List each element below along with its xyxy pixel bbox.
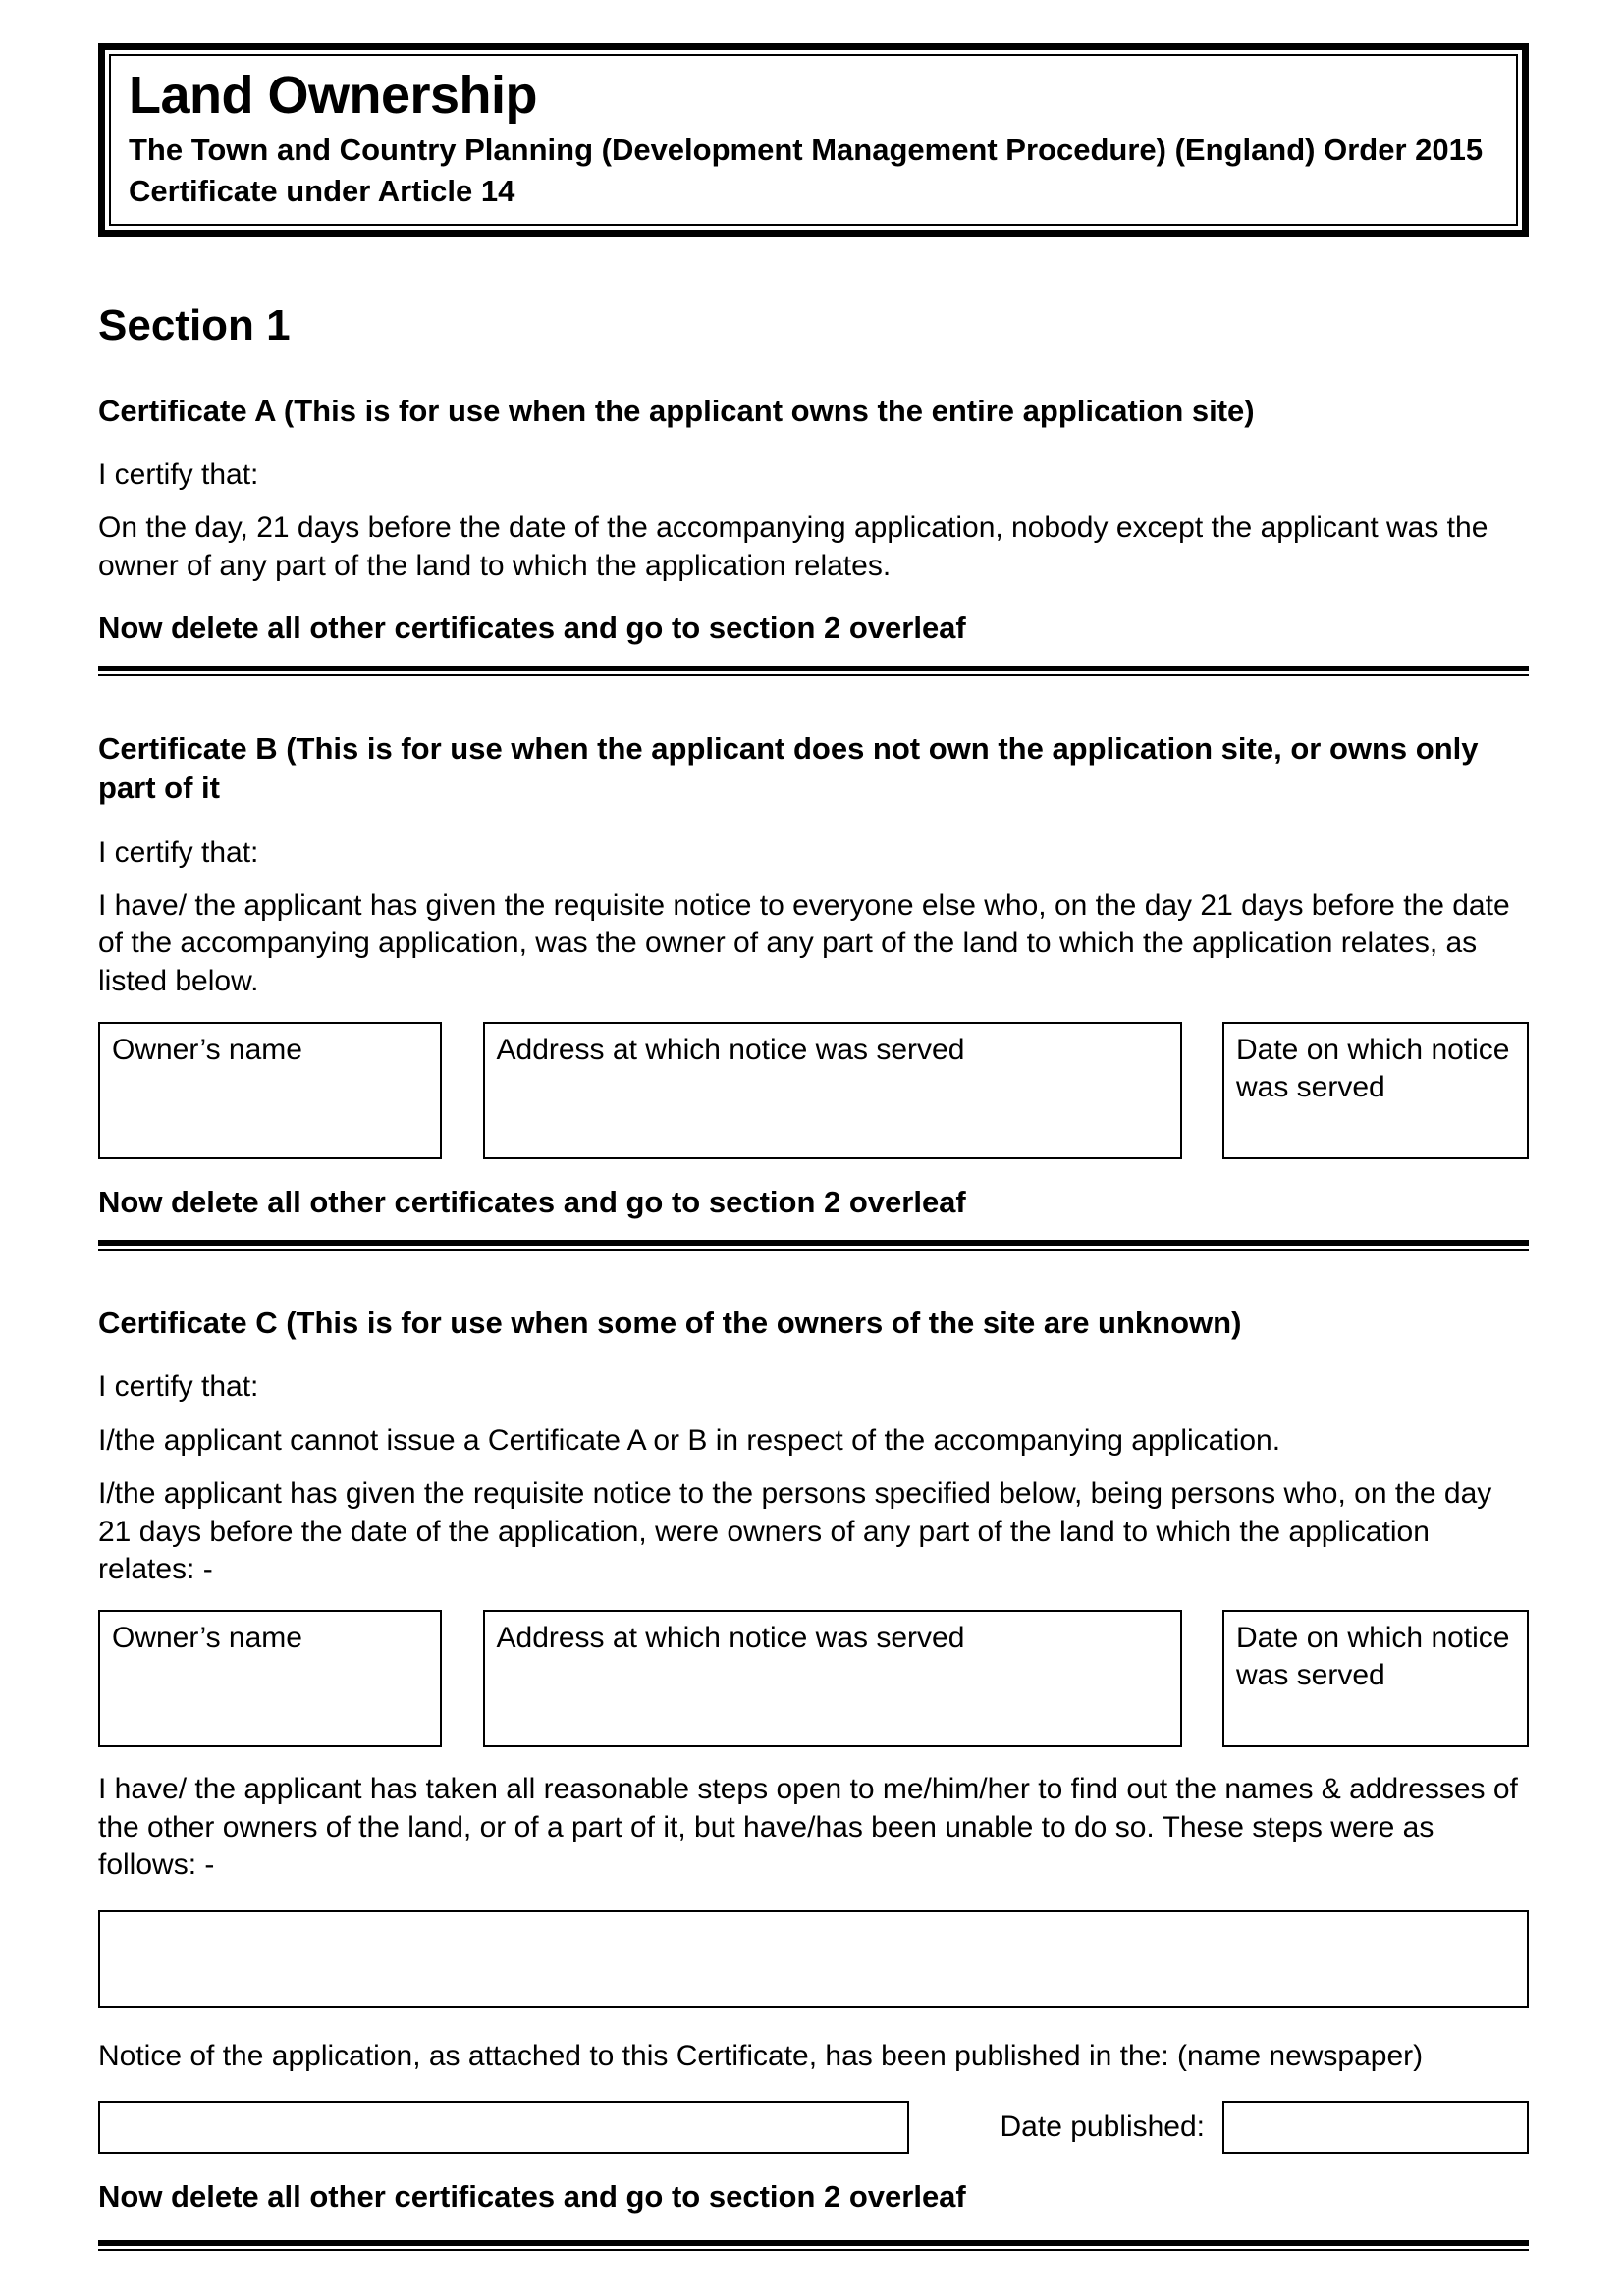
form-subtitle: The Town and Country Planning (Development Management Procedure) (England) Order 2015	[129, 133, 1484, 168]
owner-name-label: Owner’s name	[112, 1034, 302, 1067]
address-served-field[interactable]	[483, 1610, 1182, 1747]
section-divider	[98, 2240, 1529, 2251]
steps-taken-field[interactable]	[98, 1910, 1529, 2008]
address-served-field[interactable]	[483, 1022, 1182, 1159]
date-served-field[interactable]	[1222, 1610, 1529, 1747]
certificate-a-heading: Certificate A (This is for use when the applicant owns the entire application site)	[98, 393, 1255, 428]
certificate-b-certify-label: I certify that:	[98, 835, 259, 869]
date-served-label: Date on which notice was served	[1236, 1034, 1510, 1103]
owner-name-field[interactable]	[98, 1022, 442, 1159]
certificate-a-body: On the day, 21 days before the date of the accompanying application, nobody except the applicant was the owner of any part of the land to which the application relates.	[98, 511, 1488, 582]
date-published-label: Date published:	[1000, 2110, 1205, 2143]
certificate-b-delete-instruction: Now delete all other certificates and go to section 2 overleaf	[98, 1185, 966, 1220]
certificate-c-body-1: I/the applicant cannot issue a Certificate A or B in respect of the accompanying application.	[98, 1423, 1281, 1457]
certificate-a-certify-label: I certify that:	[98, 457, 259, 491]
certificate-b-notice-table	[98, 1022, 1529, 1159]
certificate-c-body-2: I/the applicant has given the requisite notice to the persons specified below, being persons who, on the day 21 days before the date of the application, were owners of any part of the land to which the application relates: -	[98, 1477, 1492, 1586]
form-title: Land Ownership	[129, 66, 538, 125]
date-served-field[interactable]	[1222, 1022, 1529, 1159]
form-article: Certificate under Article 14	[129, 173, 515, 208]
certificate-c-heading: Certificate C (This is for use when some of the owners of the site are unknown)	[98, 1306, 1242, 1341]
address-served-label: Address at which notice was served	[496, 1622, 965, 1655]
newspaper-statement: Notice of the application, as attached to this Certificate, has been published in the: (name newspaper)	[98, 2039, 1424, 2072]
certificate-c-delete-instruction: Now delete all other certificates and go to section 2 overleaf	[98, 2179, 966, 2214]
address-served-label: Address at which notice was served	[496, 1034, 965, 1067]
publish-row	[98, 2101, 1529, 2154]
certificate-b-body: I have/ the applicant has given the requisite notice to everyone else who, on the day 21 days before the date of the accompanying application, was the owner of any part of the land to which the application relates, as listed below.	[98, 889, 1510, 997]
date-served-label: Date on which notice was served	[1236, 1622, 1510, 1691]
header-box-inner	[109, 54, 1518, 226]
certificate-c-steps-text: I have/ the applicant has taken all reasonable steps open to me/him/her to find out the names & addresses of the other owners of the land, or of a part of it, but have/has been unable to do so. These steps were as follows: -	[98, 1773, 1518, 1882]
section-divider	[98, 1240, 1529, 1251]
date-published-field[interactable]	[1222, 2101, 1529, 2154]
owner-name-label: Owner’s name	[112, 1622, 302, 1655]
certificate-c-notice-table	[98, 1610, 1529, 1747]
certificate-c-certify-label: I certify that:	[98, 1370, 259, 1404]
section-title: Section 1	[98, 300, 291, 349]
header-box	[98, 43, 1529, 237]
owner-name-field[interactable]	[98, 1610, 442, 1747]
newspaper-name-field[interactable]	[98, 2101, 909, 2154]
certificate-a-delete-instruction: Now delete all other certificates and go to section 2 overleaf	[98, 611, 966, 646]
section-divider	[98, 666, 1529, 676]
certificate-b-heading: Certificate B (This is for use when the applicant does not own the application site, or owns only part of it	[98, 731, 1479, 806]
